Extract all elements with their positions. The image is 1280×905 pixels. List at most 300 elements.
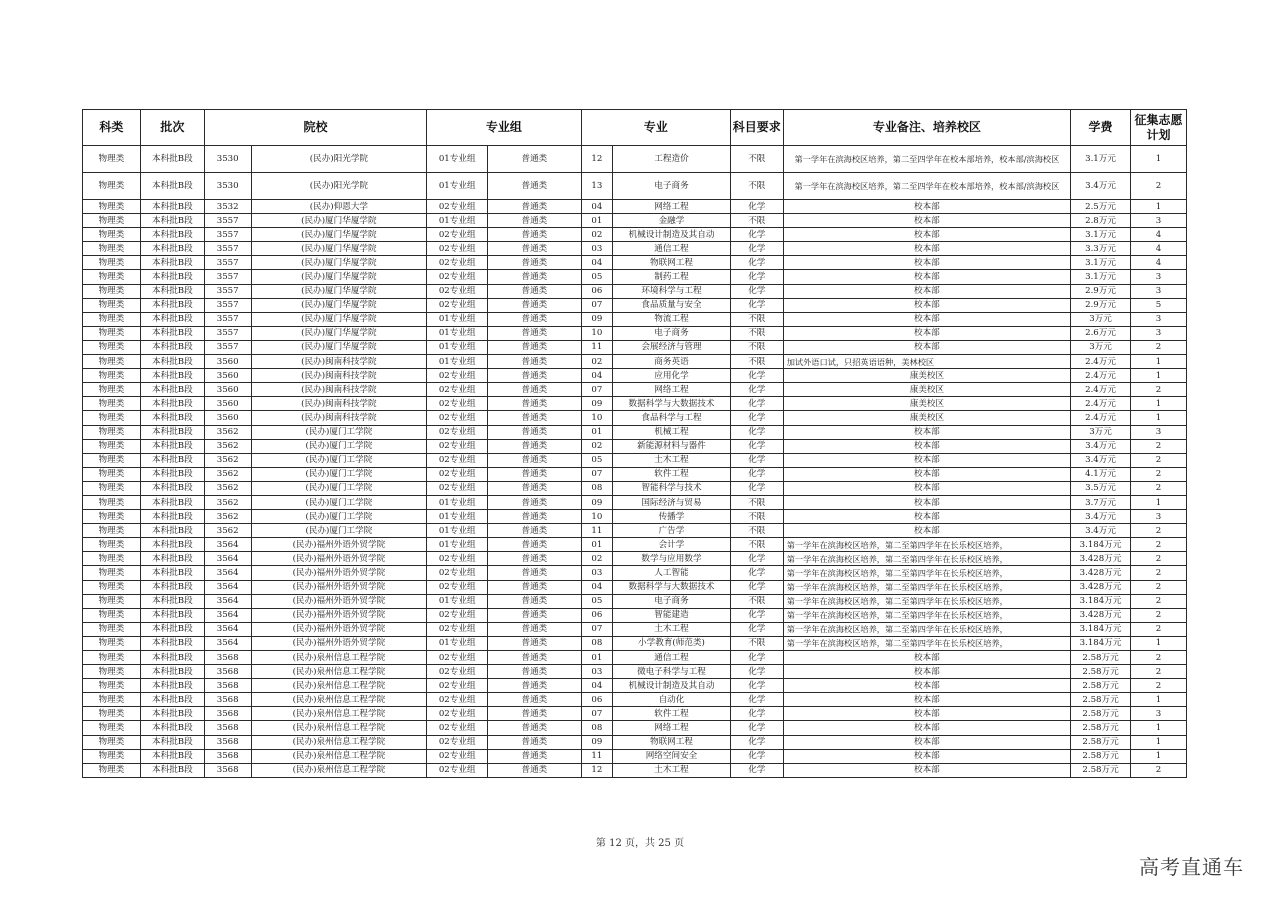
cell-group-type: 普通类 [488,665,581,679]
cell-major-code: 09 [581,495,612,509]
table-row [83,707,1187,721]
cell-major-name: 食品科学与工程 [613,411,731,425]
cell-plan: 3 [1131,707,1187,721]
cell-group-type: 普通类 [488,594,581,608]
cell-group-type: 普通类 [488,510,581,524]
cell-college-name: (民办)福州外语外贸学院 [251,538,427,552]
cell-tuition: 3.4万元 [1071,510,1131,524]
cell-category: 物理类 [83,355,141,369]
table-row [83,146,1187,173]
cell-tuition: 2.58万元 [1071,735,1131,749]
cell-notes: 校本部 [783,200,1070,214]
table-row [83,383,1187,397]
cell-category: 物理类 [83,763,141,777]
cell-group-code: 02专业组 [427,242,488,256]
cell-group-type: 普通类 [488,524,581,538]
cell-subject-req: 化学 [730,693,783,707]
cell-category: 物理类 [83,707,141,721]
cell-college-code: 3560 [204,369,251,383]
cell-college-name: (民办)福州外语外贸学院 [251,552,427,566]
cell-category: 物理类 [83,228,141,242]
cell-group-type: 普通类 [488,214,581,228]
cell-group-code: 02专业组 [427,651,488,665]
cell-major-name: 通信工程 [613,651,731,665]
header-tuition: 学费 [1071,110,1131,146]
table-row [83,481,1187,495]
cell-plan: 3 [1131,312,1187,326]
table-row [83,622,1187,636]
cell-major-name: 环境科学与工程 [613,284,731,298]
cell-group-code: 01专业组 [427,355,488,369]
cell-group-type: 普通类 [488,453,581,467]
cell-major-code: 06 [581,284,612,298]
cell-batch: 本科批B段 [140,665,204,679]
cell-batch: 本科批B段 [140,284,204,298]
cell-notes: 第一学年在滨海校区培养，第二至四学年在校本部培养，校本部/滨海校区 [783,173,1070,200]
table-row [83,665,1187,679]
cell-subject-req: 化学 [730,298,783,312]
table-row [83,256,1187,270]
cell-category: 物理类 [83,242,141,256]
cell-group-type: 普通类 [488,355,581,369]
cell-college-name: (民办)厦门华厦学院 [251,214,427,228]
cell-plan: 4 [1131,228,1187,242]
cell-major-code: 09 [581,735,612,749]
cell-notes: 第一学年在滨海校区培养，第二至第四学年在长乐校区培养， [783,552,1070,566]
cell-major-code: 11 [581,524,612,538]
cell-category: 物理类 [83,146,141,173]
cell-tuition: 3万元 [1071,312,1131,326]
cell-tuition: 2.4万元 [1071,369,1131,383]
cell-group-code: 02专业组 [427,580,488,594]
table-row [83,467,1187,481]
cell-category: 物理类 [83,538,141,552]
watermark-logo: 高考直通车 [1139,855,1244,879]
cell-subject-req: 化学 [730,467,783,481]
cell-category: 物理类 [83,693,141,707]
cell-category: 物理类 [83,679,141,693]
cell-major-name: 金融学 [613,214,731,228]
cell-subject-req: 不限 [730,636,783,650]
cell-major-code: 11 [581,749,612,763]
cell-category: 物理类 [83,495,141,509]
cell-college-code: 3568 [204,693,251,707]
cell-group-code: 02专业组 [427,369,488,383]
table-row [83,763,1187,777]
cell-subject-req: 化学 [730,228,783,242]
table-row [83,538,1187,552]
cell-college-name: (民办)厦门华厦学院 [251,256,427,270]
cell-college-code: 3562 [204,481,251,495]
cell-plan: 1 [1131,200,1187,214]
cell-batch: 本科批B段 [140,146,204,173]
cell-subject-req: 化学 [730,679,783,693]
cell-major-code: 12 [581,763,612,777]
cell-subject-req: 不限 [730,214,783,228]
cell-group-type: 普通类 [488,721,581,735]
cell-subject-req: 化学 [730,369,783,383]
cell-notes: 校本部 [783,228,1070,242]
cell-plan: 3 [1131,284,1187,298]
cell-plan: 2 [1131,566,1187,580]
cell-tuition: 2.8万元 [1071,214,1131,228]
table-row [83,200,1187,214]
cell-plan: 1 [1131,735,1187,749]
cell-notes: 第一学年在滨海校区培养，第二至第四学年在长乐校区培养， [783,636,1070,650]
cell-plan: 2 [1131,665,1187,679]
cell-major-name: 电子商务 [613,173,731,200]
cell-notes: 康美校区 [783,383,1070,397]
table-row [83,369,1187,383]
cell-college-name: (民办)阳光学院 [251,146,427,173]
cell-tuition: 2.58万元 [1071,721,1131,735]
cell-major-name: 小学教育(师范类) [613,636,731,650]
cell-subject-req: 不限 [730,173,783,200]
cell-major-code: 01 [581,651,612,665]
cell-college-code: 3564 [204,622,251,636]
table-row [83,214,1187,228]
cell-group-code: 02专业组 [427,749,488,763]
cell-subject-req: 不限 [730,524,783,538]
cell-tuition: 2.4万元 [1071,355,1131,369]
cell-notes: 第一学年在滨海校区培养，第二至第四学年在长乐校区培养， [783,538,1070,552]
cell-group-code: 02专业组 [427,566,488,580]
cell-group-type: 普通类 [488,146,581,173]
cell-college-code: 3564 [204,594,251,608]
cell-college-code: 3532 [204,200,251,214]
cell-batch: 本科批B段 [140,608,204,622]
cell-college-name: (民办)福州外语外贸学院 [251,580,427,594]
cell-category: 物理类 [83,326,141,340]
cell-subject-req: 化学 [730,721,783,735]
cell-batch: 本科批B段 [140,326,204,340]
cell-notes: 校本部 [783,326,1070,340]
cell-college-name: (民办)厦门工学院 [251,495,427,509]
cell-notes: 校本部 [783,651,1070,665]
cell-group-code: 01专业组 [427,146,488,173]
cell-major-code: 03 [581,665,612,679]
cell-batch: 本科批B段 [140,200,204,214]
cell-subject-req: 化学 [730,256,783,270]
cell-plan: 1 [1131,636,1187,650]
cell-major-code: 02 [581,439,612,453]
cell-major-name: 国际经济与贸易 [613,495,731,509]
cell-college-code: 3568 [204,679,251,693]
cell-group-type: 普通类 [488,763,581,777]
cell-college-code: 3560 [204,411,251,425]
table-row [83,693,1187,707]
header-subject-req: 科目要求 [730,110,783,146]
cell-major-code: 04 [581,679,612,693]
cell-group-code: 02专业组 [427,608,488,622]
cell-category: 物理类 [83,622,141,636]
cell-notes: 校本部 [783,510,1070,524]
cell-batch: 本科批B段 [140,524,204,538]
cell-major-code: 04 [581,580,612,594]
cell-batch: 本科批B段 [140,214,204,228]
cell-group-code: 01专业组 [427,524,488,538]
cell-major-name: 电子商务 [613,326,731,340]
cell-group-type: 普通类 [488,636,581,650]
cell-group-code: 02专业组 [427,665,488,679]
cell-group-type: 普通类 [488,707,581,721]
cell-major-code: 05 [581,270,612,284]
cell-group-type: 普通类 [488,270,581,284]
cell-major-code: 08 [581,636,612,650]
cell-subject-req: 化学 [730,665,783,679]
table-row [83,298,1187,312]
cell-group-code: 01专业组 [427,594,488,608]
cell-college-code: 3562 [204,495,251,509]
cell-tuition: 3.4万元 [1071,524,1131,538]
cell-major-code: 02 [581,228,612,242]
cell-group-code: 01专业组 [427,510,488,524]
cell-group-type: 普通类 [488,383,581,397]
cell-plan: 2 [1131,538,1187,552]
cell-major-code: 01 [581,538,612,552]
cell-college-code: 3562 [204,524,251,538]
cell-tuition: 3.4万元 [1071,439,1131,453]
cell-college-code: 3568 [204,749,251,763]
cell-batch: 本科批B段 [140,693,204,707]
cell-plan: 1 [1131,355,1187,369]
cell-group-type: 普通类 [488,693,581,707]
cell-group-type: 普通类 [488,580,581,594]
cell-batch: 本科批B段 [140,411,204,425]
cell-notes: 校本部 [783,524,1070,538]
cell-group-code: 02专业组 [427,679,488,693]
cell-college-code: 3557 [204,326,251,340]
cell-major-code: 04 [581,256,612,270]
cell-notes: 校本部 [783,425,1070,439]
cell-category: 物理类 [83,340,141,354]
cell-major-code: 07 [581,467,612,481]
cell-notes: 加试外语口试，只招英语语种，美林校区 [783,355,1070,369]
cell-college-name: (民办)厦门华厦学院 [251,312,427,326]
cell-college-name: (民办)闽南科技学院 [251,397,427,411]
cell-tuition: 3.4万元 [1071,453,1131,467]
cell-plan: 5 [1131,298,1187,312]
cell-major-name: 数学与应用数学 [613,552,731,566]
cell-notes: 第一学年在滨海校区培养，第二至第四学年在长乐校区培养， [783,566,1070,580]
cell-plan: 2 [1131,552,1187,566]
cell-tuition: 3.428万元 [1071,608,1131,622]
cell-major-code: 02 [581,552,612,566]
cell-category: 物理类 [83,580,141,594]
cell-college-code: 3562 [204,510,251,524]
cell-major-name: 机械设计制造及其自动 [613,679,731,693]
cell-group-type: 普通类 [488,242,581,256]
cell-batch: 本科批B段 [140,707,204,721]
cell-group-type: 普通类 [488,173,581,200]
cell-category: 物理类 [83,173,141,200]
cell-major-code: 07 [581,383,612,397]
cell-college-code: 3557 [204,340,251,354]
cell-group-code: 01专业组 [427,312,488,326]
cell-subject-req: 化学 [730,200,783,214]
cell-college-code: 3557 [204,298,251,312]
cell-plan: 3 [1131,510,1187,524]
cell-notes: 校本部 [783,340,1070,354]
cell-notes: 第一学年在滨海校区培养，第二至第四学年在长乐校区培养， [783,622,1070,636]
cell-college-code: 3568 [204,665,251,679]
cell-major-name: 应用化学 [613,369,731,383]
cell-batch: 本科批B段 [140,679,204,693]
header-college: 院校 [204,110,426,146]
cell-college-name: (民办)厦门工学院 [251,481,427,495]
cell-tuition: 2.9万元 [1071,298,1131,312]
cell-group-type: 普通类 [488,467,581,481]
cell-notes: 康美校区 [783,369,1070,383]
cell-group-code: 02专业组 [427,228,488,242]
cell-plan: 4 [1131,256,1187,270]
table-row [83,651,1187,665]
cell-major-name: 网络工程 [613,383,731,397]
cell-major-name: 机械设计制造及其自动 [613,228,731,242]
cell-college-name: (民办)厦门工学院 [251,453,427,467]
cell-college-code: 3568 [204,763,251,777]
cell-notes: 校本部 [783,707,1070,721]
cell-category: 物理类 [83,453,141,467]
table-row [83,340,1187,354]
cell-tuition: 3.1万元 [1071,256,1131,270]
cell-plan: 2 [1131,173,1187,200]
cell-major-code: 09 [581,397,612,411]
cell-batch: 本科批B段 [140,538,204,552]
table-row [83,326,1187,340]
cell-plan: 2 [1131,679,1187,693]
cell-group-code: 02专业组 [427,735,488,749]
cell-group-code: 02专业组 [427,256,488,270]
header-group: 专业组 [427,110,581,146]
cell-college-code: 3562 [204,439,251,453]
cell-major-code: 04 [581,369,612,383]
table-row [83,284,1187,298]
cell-category: 物理类 [83,214,141,228]
cell-notes: 康美校区 [783,397,1070,411]
cell-notes: 校本部 [783,270,1070,284]
cell-college-name: (民办)闽南科技学院 [251,355,427,369]
cell-subject-req: 化学 [730,552,783,566]
cell-group-type: 普通类 [488,326,581,340]
table-row [83,173,1187,200]
cell-notes: 校本部 [783,298,1070,312]
cell-tuition: 2.58万元 [1071,665,1131,679]
cell-category: 物理类 [83,200,141,214]
cell-major-code: 06 [581,693,612,707]
cell-group-code: 02专业组 [427,481,488,495]
table-row [83,425,1187,439]
cell-category: 物理类 [83,411,141,425]
cell-category: 物理类 [83,481,141,495]
cell-batch: 本科批B段 [140,735,204,749]
cell-college-name: (民办)泉州信息工程学院 [251,763,427,777]
table-row [83,749,1187,763]
cell-group-code: 02专业组 [427,552,488,566]
cell-major-name: 微电子科学与工程 [613,665,731,679]
cell-group-code: 02专业组 [427,298,488,312]
cell-college-name: (民办)福州外语外贸学院 [251,608,427,622]
table-row [83,495,1187,509]
table-row [83,552,1187,566]
cell-subject-req: 化学 [730,622,783,636]
cell-college-code: 3530 [204,146,251,173]
cell-college-name: (民办)厦门华厦学院 [251,340,427,354]
cell-notes: 校本部 [783,242,1070,256]
cell-group-code: 01专业组 [427,214,488,228]
cell-subject-req: 不限 [730,510,783,524]
cell-group-type: 普通类 [488,651,581,665]
cell-category: 物理类 [83,312,141,326]
cell-college-name: (民办)厦门工学院 [251,510,427,524]
cell-plan: 1 [1131,495,1187,509]
cell-major-code: 02 [581,355,612,369]
cell-notes: 校本部 [783,763,1070,777]
table-row [83,242,1187,256]
cell-tuition: 3.184万元 [1071,636,1131,650]
cell-subject-req: 不限 [730,355,783,369]
cell-tuition: 2.58万元 [1071,679,1131,693]
cell-college-code: 3560 [204,355,251,369]
cell-group-code: 02专业组 [427,270,488,284]
cell-major-name: 人工智能 [613,566,731,580]
cell-group-code: 02专业组 [427,721,488,735]
cell-college-name: (民办)厦门华厦学院 [251,326,427,340]
cell-major-name: 新能源材料与器件 [613,439,731,453]
cell-tuition: 2.58万元 [1071,693,1131,707]
cell-group-code: 01专业组 [427,340,488,354]
cell-college-code: 3568 [204,721,251,735]
cell-category: 物理类 [83,721,141,735]
cell-tuition: 3.1万元 [1071,228,1131,242]
cell-college-name: (民办)厦门工学院 [251,524,427,538]
cell-notes: 校本部 [783,439,1070,453]
table-row [83,397,1187,411]
cell-group-code: 02专业组 [427,411,488,425]
cell-major-name: 网络工程 [613,200,731,214]
cell-college-name: (民办)福州外语外贸学院 [251,594,427,608]
header-category: 科类 [83,110,141,146]
cell-group-code: 01专业组 [427,495,488,509]
cell-college-code: 3564 [204,538,251,552]
cell-major-name: 电子商务 [613,594,731,608]
cell-batch: 本科批B段 [140,242,204,256]
admission-table [82,109,1187,778]
cell-major-name: 软件工程 [613,467,731,481]
cell-major-code: 08 [581,481,612,495]
cell-category: 物理类 [83,284,141,298]
cell-major-code: 08 [581,721,612,735]
cell-subject-req: 化学 [730,411,783,425]
cell-tuition: 3.428万元 [1071,552,1131,566]
cell-plan: 2 [1131,340,1187,354]
cell-college-name: (民办)泉州信息工程学院 [251,665,427,679]
cell-tuition: 3.5万元 [1071,481,1131,495]
cell-batch: 本科批B段 [140,453,204,467]
cell-batch: 本科批B段 [140,340,204,354]
cell-batch: 本科批B段 [140,566,204,580]
cell-major-code: 13 [581,173,612,200]
cell-major-name: 数据科学与大数据技术 [613,397,731,411]
cell-subject-req: 不限 [730,594,783,608]
cell-subject-req: 化学 [730,481,783,495]
cell-tuition: 2.4万元 [1071,411,1131,425]
cell-college-name: (民办)闽南科技学院 [251,411,427,425]
cell-college-code: 3560 [204,383,251,397]
cell-college-code: 3568 [204,707,251,721]
cell-batch: 本科批B段 [140,594,204,608]
cell-major-name: 工程造价 [613,146,731,173]
